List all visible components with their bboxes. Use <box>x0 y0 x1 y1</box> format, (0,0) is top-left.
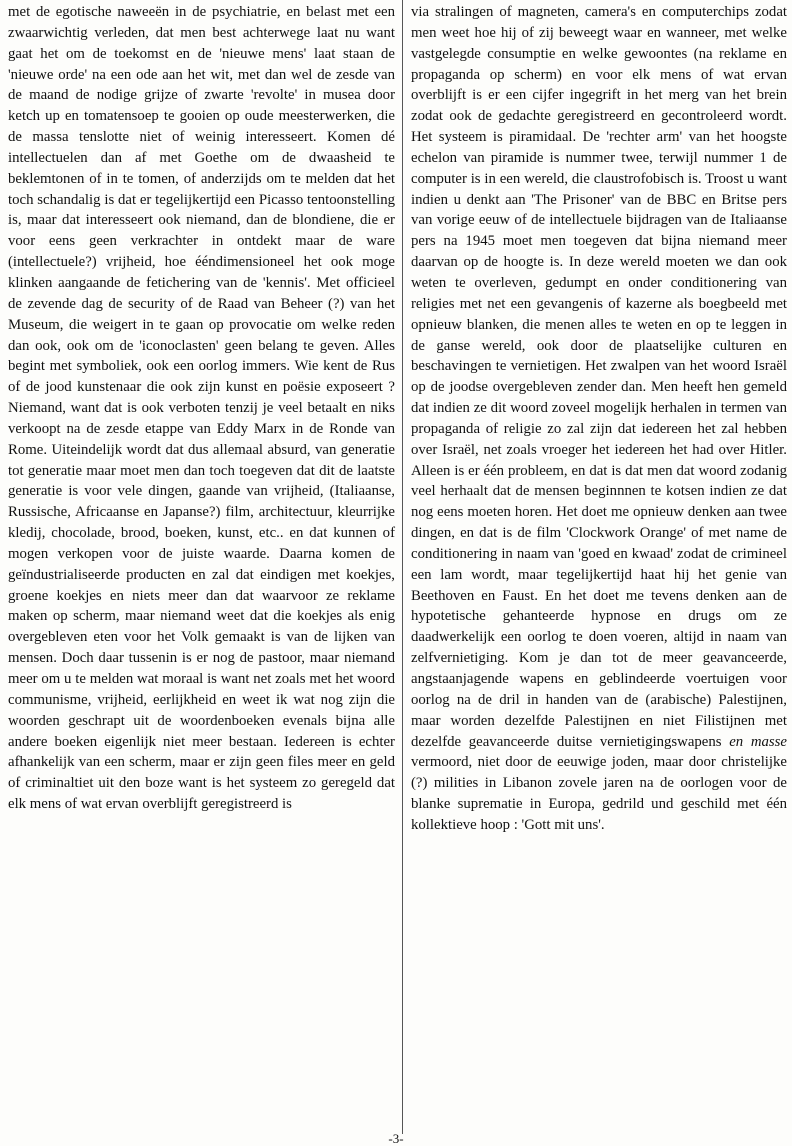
column-divider <box>402 0 403 1134</box>
right-text-part-1: via stralingen of magneten, camera's en computerchips zodat men weet hoe hij of zij beweegt waar en wanneer, met welke vastgelegde consumptie en welke gewoontes (na reklame en propaganda op scherm) en voor elk mens of wat ervan overblijft is er een cijfer ingegrift in het merg van het brein zodat ook de gedachte geregistreerd en gecontroleerd wordt. Het systeem is piramidaal. De 'rechter arm' van het hoogste echelon van piramide is nummer twee, terwijl nummer 1 de computer is in een wereld, die claustrofobisch is. Troost u want indien u denkt aan 'The Prisoner' van de BBC en Britse pers van vorige eeuw of de intellectuele bijdragen van de Italiaanse pers na 1945 moet men toegeven dat bijna niemand meer daarvan op de hoogte is. In deze wereld moeten we dan ook weten te overleven, gedumpt en onder conditionering van religies met net een gevangenis of kazerne als boegbeeld met opnieuw blanken, die menen alles te weten en op te leggen in de ganse wereld, ook door de plaatselijke culturen en beschavingen te vernietigen. Het zwalpen van het woord Israël op de joodse overgebleven zender dan. Men heeft hen gemeld dat indien ze dit woord zoveel mogelijk herhalen in termen van propaganda of religie zo zal zijn dat iedereen het zal hebben over Israël, net zoals vroeger het iedereen het had over Hitler. Alleen is er één probleem, en dat is dat men dat woord zodanig veel herhaalt dat de mensen beginnnen te kotsen indien ze dat nog eens moeten horen. Het doet me opnieuw denken aan twee dingen, en dat is de film 'Clockwork Orange' of met name de conditionering in naam van 'goed en kwaad' zodat de crimineel een lam wordt, maar tegelijkertijd haat hij het genie van Beethoven en Faust. En het doet me tevens denken aan de hypotetische gehanteerde hypnose en drugs om ze daadwerkelijk een oorlog te doen voeren, altijd in naam van zelfvernietiging. Kom je dan tot de meer geavanceerde, angstaanjagende wapens en geblindeerde voertuigen voor oorlog na de dril in handen van de (arabische) Palestijnen, maar worden dezelfde Palestijnen en niet Filistijnen met dezelfde geavanceerde duitse vernietigingswapens <box>411 4 787 750</box>
right-column-paragraph <box>411 2 787 836</box>
right-text-column <box>411 2 787 836</box>
italic-phrase: en masse <box>729 733 787 750</box>
left-text-column <box>8 2 395 815</box>
right-text-part-2: vermoord, niet door de eeuwige joden, maar door christelijke (?) milities in Libanon zovele jaren na de oorlogen voor de blanke suprematie in Europa, gedrild und geschild met één kollektieve hoop : 'Gott mit uns'. <box>411 754 787 833</box>
page-number: -3- <box>388 1131 404 1146</box>
left-column-paragraph: met de egotische naweeën in de psychiatrie, en belast met een zwaarwichtig verleden, dat men best achterwege laat nu want gaat het om de toekomst en de 'nieuwe mens' laat staan de 'nieuwe orde' na een ode aan het wit, met dan wel de zesde van de maand de nodige grijze of zwarte 'revolte' in musea door ketch up en tomatensoep te gooien op oude meesterwerken, die de massa tenslotte niet of weinig interesseert. Komen dé intellectuelen dan af met Goethe om de dwaasheid te beklemtonen of in te tomen, of anderzijds om te melden dat het toch schandalig is dat er tegelijkertijd een Picasso tentoonstelling is, maar dat interesseert ook niemand, dan de blondiene, die er voor eens geen verkrachter in ontdekt maar de ware (intellectuele?) vrijheid, hoe ééndimensioneel het ook moge klinken aangaande de fetichering van de 'kennis'. Met officieel de zevende dag de security of de Raad van Beheer (?) van het Museum, die weigert in te gaan op provocatie om welke reden dan ook, ook om de 'iconoclasten' geen belang te geven. Alles begint met symboliek, ook een oorlog immers. Wie kent de Rus of de jood kunstenaar die ook zijn kunst en poësie exposeert ? Niemand, want dat is ook verboten tenzij je veel betaalt en niks verkoopt na de zesde etappe van Eddy Marx in de Ronde van Rome. Uiteindelijk wordt dat dus allemaal absurd, van generatie tot generatie maar moet men dan toch toegeven dat dit de laatste generatie is voor vele dingen, gaande van vrijheid, (Italiaanse, Russische, Africaanse en Japanse?) film, architectuur, kleurrijke kledij, chocolade, brood, boeken, kunst, etc.. en dat kunnen of mogen verkopen voor de juiste waarde. Daarna komen de geïndustrialiseerde producten en zal dat eindigen met koekjes, groene koekjes en niets meer dan dat waarvoor ze reklame maken op scherm, maar niemand weet dat die koekjes als enig overgebleven eten voor het Volk gemaakt is van de lijken van mensen. Doch daar tussenin is er nog de pastoor, maar niemand meer om u te melden wat moraal is want net zoals met het woord communisme, vrijheid, eerlijkheid en weet ik wat nog zijn die woorden geschrapt uit de woordenboeken evenals bijna alle andere boeken eigenlijk niet meer bestaan. Iedereen is echter afhankelijk van een scherm, maar er zijn geen files meer en geld of criminaltiet uit den boze want is het systeem zo geregeld dat elk mens of wat ervan overblijft geregistreerd is <box>8 4 395 813</box>
